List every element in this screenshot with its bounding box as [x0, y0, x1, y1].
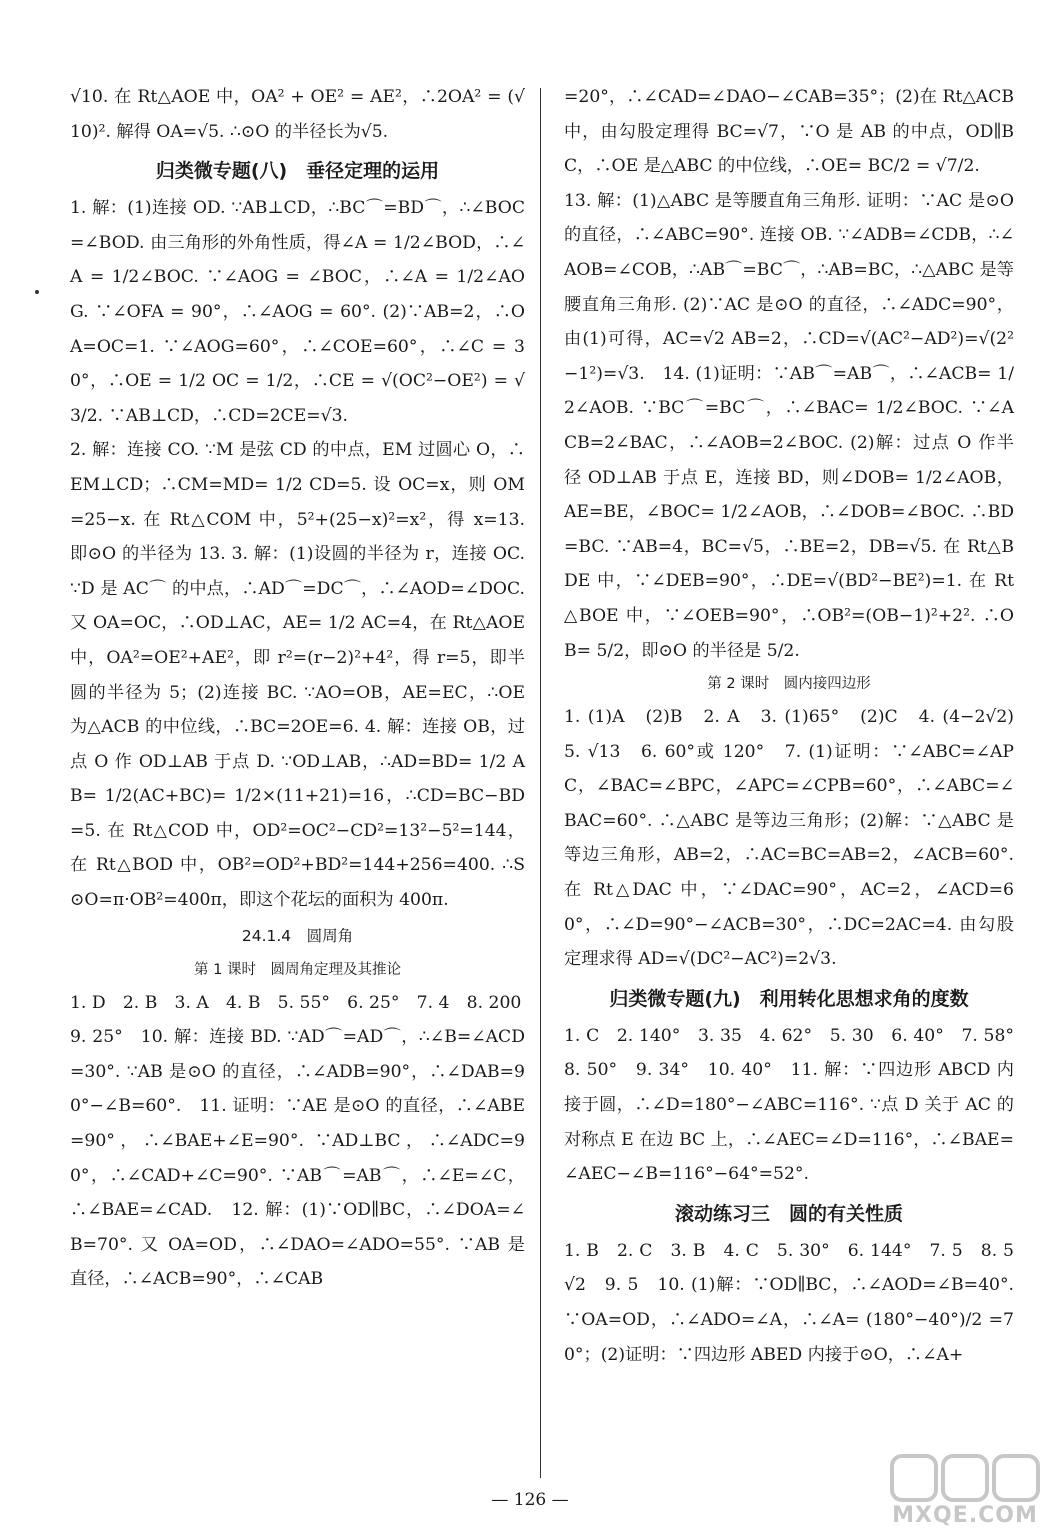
lesson-1-title: 第 1 课时 圆周角定理及其推论	[194, 961, 401, 978]
intro-text: √10. 在 Rt△AOE 中，OA² + OE² = AE²，∴2OA² = (√10)². 解得 OA=√5. ∴⊙O 的半径长为√5.	[70, 87, 525, 142]
section-9-answers: 1. C 2. 140° 3. 35 4. 62° 5. 30 6. 40° 7. 58° 8. 50° 9. 34° 10. 40° 11. 解：∵四边形 ABCD 内接于圆，∴∠D=180°−∠ABC=116°. ∵点 D 关于 AC 的对称点 E 在边 BC 上，∴∠AEC=∠D=116°，∴∠BAE=∠AEC−∠B=116°−64°=52°.	[564, 1025, 1032, 1185]
section-title-8: 归类微专题(八) 垂径定理的运用	[155, 160, 440, 183]
answers-9-12: 9. 25° 10. 解：连接 BD. ∵AD⌒=AD⌒，∴∠B=∠ACD=30°. ∵AB 是⊙O 的直径，∴∠ADB=90°，∴∠DAB=90°−∠B=60°. 11. 证明：∵AE 是⊙O 的直径，∴∠ABE=90°，∴∠BAE+∠E=90°. ∵AD⊥BC，∴∠ADC=90°，∴∠CAD+∠C=90°. ∵AB⌒=AB⌒，∴∠E=∠C，∴∠BAE=∠CAD. 12. 解：(1)∵OD∥BC，∴∠DOA=∠B=70°. 又 OA=OD，∴∠DAO=∠ADO=55°. ∵AB 是直径，∴∠ACB=90°，∴∠CAB	[70, 1027, 525, 1290]
page-number: — 126 —	[491, 1490, 569, 1510]
watermark-text: MXQE.COM	[892, 1503, 1038, 1528]
lesson-2-title: 第 2 课时 圆内接四边形	[707, 676, 871, 693]
right-column	[564, 80, 1032, 1372]
continued-12: =20°，∴∠CAD=∠DAO−∠CAB=35°；(2)在 Rt△ACB 中，由勾股定理得 BC=√7，∵O 是 AB 的中点，OD∥BC，∴OE 是△ABC 的中位线，∴OE= BC/2 = √7/2.	[564, 87, 1014, 177]
left-column	[70, 80, 525, 1297]
watermark-logo	[880, 1450, 1050, 1530]
rolling-practice-title: 滚动练习三 圆的有关性质	[674, 1202, 903, 1225]
question-1: 1. 解：(1)连接 OD. ∵AB⊥CD，∴BC⌒=BD⌒，∴∠BOC=∠BOD. 由三角形的外角性质，得∠A = 1/2∠BOD，∴∠A = 1/2∠BOC. ∵∠AOG = ∠BOC，∴∠A = 1/2∠AOG. ∵∠OFA = 90°，∴∠AOG = 60°. (2)∵AB=2，∴OA=OC=1. ∵∠AOG=60°，∴∠COE=60°，∴∠C = 30°，∴OE = 1/2 OC = 1/2，∴CE = √(OC²−OE²) = √3/2. ∵AB⊥CD，∴CD=2CE=√3.	[70, 198, 525, 426]
question-2-4: 2. 解：连接 CO. ∵M 是弦 CD 的中点，EM 过圆心 O，∴EM⊥CD；∴CM=MD= 1/2 CD=5. 设 OC=x，则 OM=25−x. 在 Rt△COM 中，5²+(25−x)²=x²，得 x=13. 即⊙O 的半径为 13. 3. 解：(1)设圆的半径为 r，连接 OC. ∵D 是 AC⌒ 的中点，∴AD⌒=DC⌒，∴∠AOD=∠DOC. 又 OA=OC，∴OD⊥AC，AE= 1/2 AC=4，在 Rt△AOE 中，OA²=OE²+AE²，即 r²=(r−2)²+4²，得 r=5，即半圆的半径为 5；(2)连接 BC. ∵AO=OB，AE=EC，∴OE 为△ACB 的中位线，∴BC=2OE=6. 4. 解：连接 OB，过点 O 作 OD⊥AB 于点 D. ∵OD⊥AB，∴AD=BD= 1/2 AB= 1/2(AC+BC)= 1/2×(11+21)=16，∴CD=BC−BD=5. 在 Rt△COD 中，OD²=OC²−CD²=13²−5²=144，在 Rt△BOD 中，OB²=OD²+BD²=144+256=400. ∴S⊙O=π·OB²=400π，即这个花坛的面积为 400π.	[70, 440, 525, 911]
answers-1-8: 1. D 2. B 3. A 4. B 5. 55° 6. 25° 7. 4 8. 200	[70, 992, 522, 1013]
column-divider	[540, 88, 541, 1478]
question-13-14: 13. 解：(1)△ABC 是等腰直角三角形. 证明：∵AC 是⊙O 的直径，∴∠ABC=90°. 连接 OB. ∵∠ADB=∠CDB，∴∠AOB=∠COB，∴AB⌒=BC⌒，∴AB=BC，∴△ABC 是等腰直角三角形. (2)∵AC 是⊙O 的直径，∴∠ADC=90°，由(1)可得，AC=√2 AB=2，∴CD=√(AC²−AD²)=√(2²−1²)=√3. 14. (1)证明：∵AB⌒=AB⌒，∴∠ACB= 1/2∠AOB. ∵BC⌒=BC⌒，∴∠BAC= 1/2∠BOC. ∵∠ACB=2∠BAC，∴∠AOB=2∠BOC. (2)解：过点 O 作半径 OD⊥AB 于点 E，连接 BD，则∠DOB= 1/2∠AOB，AE=BE，∠BOC= 1/2∠AOB，∴∠DOB=∠BOC. ∴BD=BC. ∵AB=4，BC=√5，∴BE=2，DB=√5. 在 Rt△BDE 中，∵∠DEB=90°，∴DE=√(BD²−BE²)=1. 在 Rt△BOE 中，∵∠OEB=90°，∴OB²=(OB−1)²+2². ∴OB= 5/2，即⊙O 的半径是 5/2.	[564, 190, 1014, 661]
lesson-2-answers: 1. (1)A (2)B 2. A 3. (1)65° (2)C 4. (4−2√2) 5. √13 6. 60°或 120° 7. (1)证明：∵∠ABC=∠APC，∠BAC=∠BPC，∠APC=∠CPB=60°，∴∠ABC=∠BAC=60°. ∴△ABC 是等边三角形；(2)解：∵△ABC 是等边三角形，AB=2，∴AC=BC=AB=2，∠ACB=60°. 在 Rt△DAC 中，∵∠DAC=90°，AC=2，∠ACD=60°，∴∠D=90°−∠ACB=30°，∴DC=2AC=4. 由勾股定理求得 AD=√(DC²−AC²)=2√3.	[564, 707, 1032, 970]
rolling-practice-answers: 1. B 2. C 3. B 4. C 5. 30° 6. 144° 7. 5 8. 5√2 9. 5 10. (1)解：∵OD∥BC，∴∠AOD=∠B=40°. ∵OA=OD，∴∠ADO=∠A，∴∠A= (180°−40°)/2 =70°；(2)证明：∵四边形 ABED 内接于⊙O，∴∠A+	[564, 1240, 1014, 1365]
section-title-24-1-4: 24.1.4 圆周角	[241, 926, 354, 945]
section-title-9: 归类微专题(九) 利用转化思想求角的度数	[609, 987, 969, 1010]
margin-dot	[35, 290, 39, 294]
watermark-seal-icon	[880, 1450, 1050, 1506]
